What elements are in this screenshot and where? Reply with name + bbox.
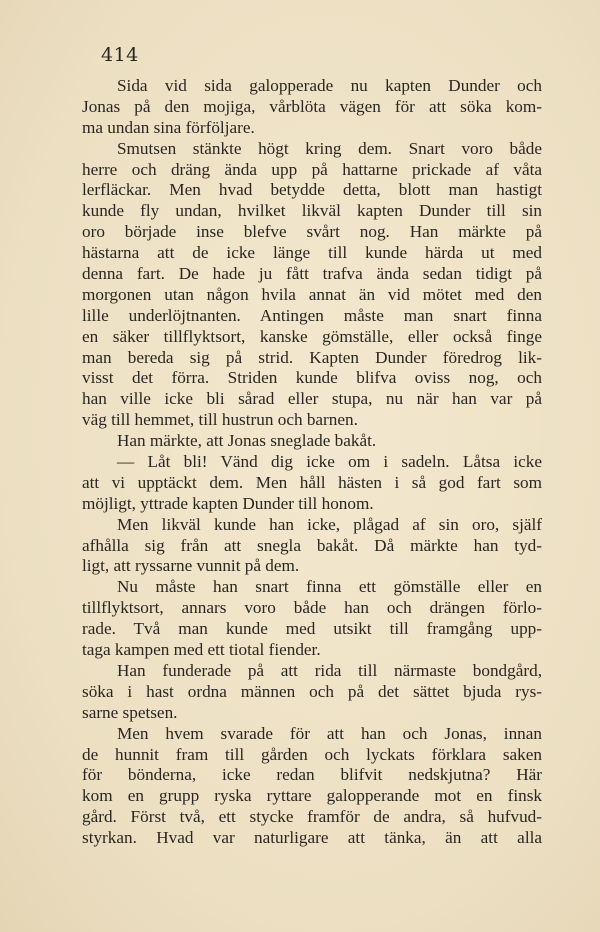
text-line: en säker tillflyktsort, kanske gömställe, eller också finge xyxy=(82,326,542,346)
text-line: de hunnit fram till gården och lyckats förklara saken xyxy=(82,744,542,764)
text-line: Smutsen stänkte högt kring dem. Snart voro både xyxy=(117,138,542,158)
text-line: morgonen utan någon hvila annat än vid mötet med den xyxy=(82,284,542,304)
text-line: — Låt bli! Vänd dig icke om i sadeln. Låtsa icke xyxy=(117,452,542,472)
text-line: hästarna att de icke länge till kunde härda ut med xyxy=(82,243,542,263)
text-line: Jonas på den mojiga, vårblöta vägen för att söka kom- xyxy=(82,96,542,116)
text-line: Sida vid sida galopperade nu kapten Dunder och xyxy=(117,76,542,95)
text-line: Han märkte, att Jonas sneglade bakåt. xyxy=(117,431,377,451)
text-line: han ville icke bli sårad eller stupa, nu när han var på xyxy=(82,389,542,409)
text-line: oro började inse blefve svårt nog. Han märkte på xyxy=(82,222,542,242)
text-line: man bereda sig på strid. Kapten Dunder föredrog lik- xyxy=(82,347,542,367)
text-line: väg till hemmet, till hustrun och barnen. xyxy=(82,410,358,430)
text-line: Nu måste han snart finna ett gömställe eller en xyxy=(117,577,542,597)
text-line: herre och dräng ända upp på hattarne prickade af våta xyxy=(82,159,542,179)
text-line: ligt, att ryssarne vunnit på dem. xyxy=(82,556,300,576)
text-line: lerfläckar. Men hvad betydde detta, blott man hastigt xyxy=(82,180,542,200)
text-line: lille underlöjtnanten. Antingen måste man snart finna xyxy=(82,305,542,325)
text-line: styrkan. Hvad var naturligare att tänka, än att alla xyxy=(82,828,542,848)
page-number: 414 xyxy=(101,44,139,66)
body-text xyxy=(82,76,542,849)
text-line: söka i hast ordna männen och på det sättet bjuda rys- xyxy=(82,681,542,701)
text-line: tillflyktsort, annars voro både han och drängen förlo- xyxy=(82,598,542,618)
text-line: denna fart. De hade ju fått trafva ända sedan tidigt på xyxy=(82,264,542,284)
text-line: kom en grupp ryska ryttare galopperande mot en finsk xyxy=(82,786,542,806)
text-line: att vi upptäckt dem. Men håll hästen i så god fart som xyxy=(82,472,542,492)
text-line: rade. Två man kunde med utsikt till framgång upp- xyxy=(82,619,542,639)
text-line: afhålla sig från att snegla bakåt. Då märkte han tyd- xyxy=(82,535,542,555)
text-line: möjligt, yttrade kapten Dunder till honom. xyxy=(82,493,374,513)
text-line: visst det förra. Striden kunde blifva oviss nog, och xyxy=(82,368,542,388)
text-line: taga kampen med ett tiotal fiender. xyxy=(82,640,321,660)
text-line: ma undan sina förföljare. xyxy=(82,117,255,137)
text-line: Men likväl kunde han icke, plågad af sin oro, själf xyxy=(117,514,542,534)
text-line: Men hvem svarade för att han och Jonas, innan xyxy=(117,723,542,743)
text-line: för bönderna, icke redan blifvit nedskjutna? Här xyxy=(82,765,542,785)
text-line: kunde fly undan, hvilket likväl kapten Dunder till sin xyxy=(82,201,542,221)
text-line: gård. Först två, ett stycke framför de andra, så hufvud- xyxy=(82,807,542,827)
text-line: sarne spetsen. xyxy=(82,702,178,722)
text-line: Han funderade på att rida till närmaste bondgård, xyxy=(117,660,542,680)
